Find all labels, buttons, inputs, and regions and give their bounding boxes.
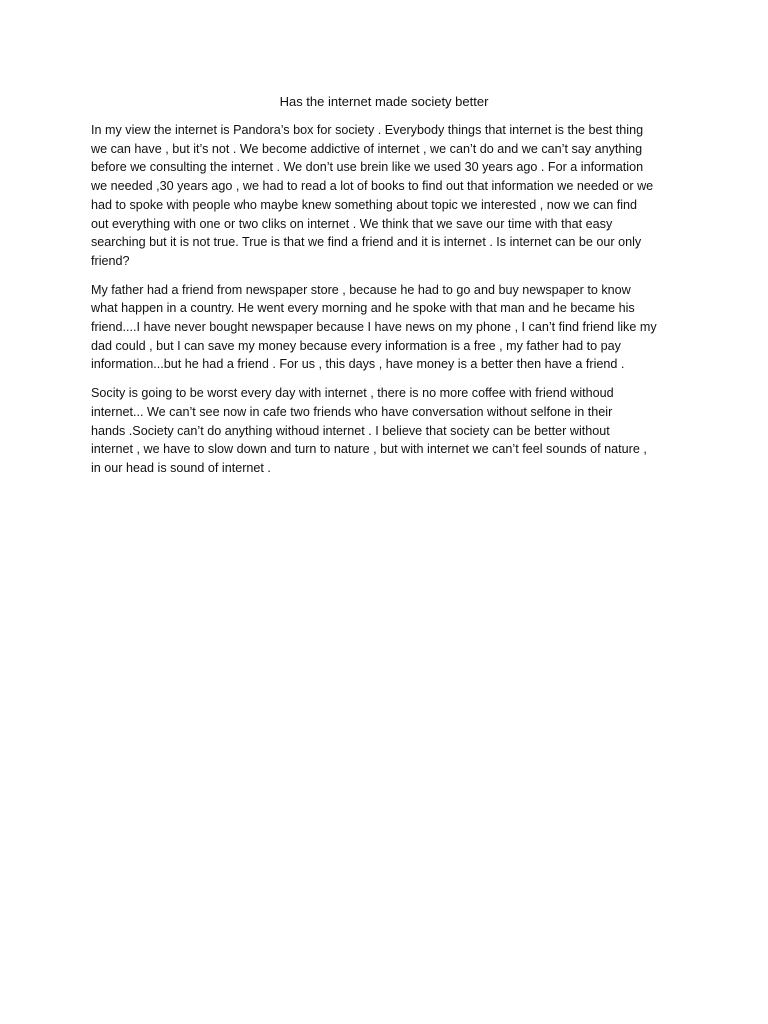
text-line: friend....I have never bought newspaper because I have news on my phone , I can’t find friend like my	[91, 320, 657, 335]
text-line: dad could , but I can save my money because every information is a free , my father had to pay	[91, 338, 621, 353]
paragraph-2	[91, 281, 687, 375]
text-line: My father had a friend from newspaper store , because he had to go and buy newspaper to know	[91, 282, 631, 297]
text-line: out everything with one or two cliks on internet . We think that we save our time with that easy	[91, 216, 613, 231]
paragraph-3	[91, 384, 687, 478]
document-body	[91, 121, 687, 488]
text-line: had to spoke with people who maybe knew something about topic we interested , now we can find	[91, 197, 638, 212]
text-line: we can have , but it’s not . We become addictive of internet , we can’t do and we can’t say anything	[91, 141, 643, 156]
text-line: hands .Society can’t do anything withoud internet . I believe that society can be better without	[91, 423, 610, 438]
document-title: Has the internet made society better	[279, 94, 489, 109]
text-line: searching but it is not true. True is that we find a friend and it is internet . Is internet can be our only	[91, 235, 642, 250]
text-line: what happen in a country. He went every morning and he spoke with that man and he became his	[91, 301, 635, 316]
text-line: before we consulting the internet . We don’t use brein like we used 30 years ago . For a information	[91, 160, 644, 175]
text-line: information...but he had a friend . For us , this days , have money is a better then have a friend .	[91, 357, 625, 372]
text-line: In my view the internet is Pandora’s box for society . Everybody things that internet is the best thing	[91, 123, 644, 137]
text-line: internet , we have to slow down and turn to nature , but with internet we can’t feel sounds of nature ,	[91, 442, 647, 457]
text-line: Socity is going to be worst every day with internet , there is no more coffee with friend withoud	[91, 386, 614, 401]
text-line: in our head is sound of internet .	[91, 460, 271, 475]
paragraph-1	[91, 121, 687, 271]
text-line: friend?	[91, 253, 130, 268]
text-line: internet... We can’t see now in cafe two friends who have conversation without selfone in their	[91, 404, 613, 419]
text-line: we needed ,30 years ago , we had to read a lot of books to find out that information we needed or we	[91, 179, 654, 194]
